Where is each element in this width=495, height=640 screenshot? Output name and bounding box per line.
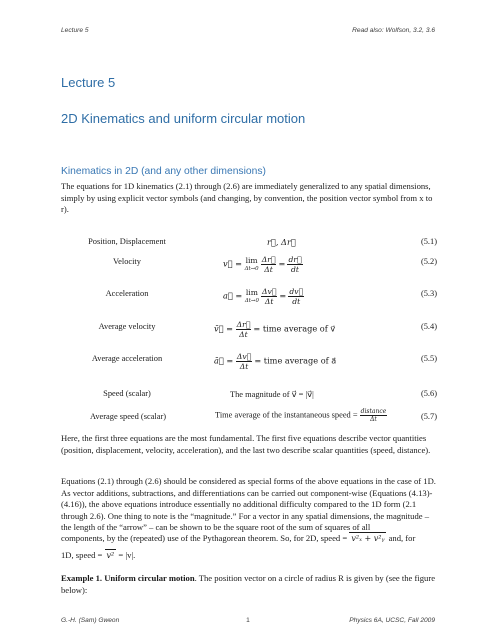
intro-paragraph: The equations for 1D kinematics (2.1) through (2.6) are immediately generalized to any spatial dimensions, simply by using explicit vector symbols (and changing, by convention, the position vector symbol from x to r). (61, 181, 433, 215)
numerator: Δr⃗ (236, 320, 251, 329)
footer-left: G.-H. (Sam) Gweon (61, 617, 120, 624)
equation-5-4 (61, 320, 437, 348)
footer-right: Physics 6A, UCSC, Fall 2009 (349, 617, 435, 624)
page-number: 1 (246, 617, 250, 624)
denominator: Δt (264, 265, 273, 274)
fraction (287, 255, 302, 274)
equation-rhs: = time average of v⃗ (253, 323, 336, 334)
equation-number: (5.2) (420, 257, 437, 266)
denominator: Δt (264, 297, 274, 306)
fraction (236, 352, 252, 371)
header-right: Read also: Wolfson, 3.2, 3.6 (352, 27, 435, 34)
equation-5-3 (61, 287, 437, 315)
denominator: Δt (239, 330, 248, 339)
equation-lhs: v̄⃗ = (214, 323, 236, 334)
fraction (288, 287, 304, 306)
equation-body: a⃗ = lim Δt→0 $\frac{\Delta v⃗}{\Delta t}$ = $\frac{dv⃗}{dt}$ (223, 287, 304, 306)
equation-expr: The magnitude of v⃗ = |v⃗| (230, 390, 314, 399)
equation-label: Acceleration (105, 289, 149, 298)
equation-number: (5.7) (420, 412, 437, 421)
equation-label: Velocity (113, 257, 141, 266)
equation-5-2 (61, 255, 437, 283)
equation-5-7 (61, 408, 437, 432)
limit-sub: Δt→0 (244, 265, 259, 272)
equation-expr: Time average of the instantaneous speed = (215, 410, 360, 420)
equation-number: (5.3) (420, 289, 437, 298)
equation-rhs: = time average of a⃗ (254, 355, 337, 366)
header-left: Lecture 5 (61, 27, 89, 34)
numerator: distance (360, 408, 387, 415)
fraction (261, 287, 277, 306)
denominator: Δt (370, 416, 377, 423)
sqrt-expression: v²ₓ + v²ᵧ (351, 534, 385, 543)
example-label: Example 1. (61, 573, 103, 583)
component-paragraph: Equations (2.1) through (2.6) should be considered as special forms of the above equations in the case of 1D. As vector additions, subtractions, and differentiations can be carried out component-wise (Equations (4.13)-(4.16)), the above equations introduce essentially no additional difficulty compared to the 1D form (2.1 through 2.6). One thing to note is the “magnitude.” For a vector in any spatial dimensions, the magnitude – the length of the “arrow” – can be shown to be the square root of the sum of squares of all (61, 476, 436, 533)
sqrt-expression: v² (106, 551, 115, 560)
equation-label: Speed (scalar) (103, 389, 151, 398)
equation-5-5 (61, 352, 437, 380)
text-span: components, by the (repeated) use of the Pythagorean theorem. So, for 2D, speed = (61, 533, 350, 543)
equation-lhs: ā⃗ = (214, 355, 236, 366)
limit-word: lim (245, 287, 258, 297)
equation-number: (5.1) (420, 237, 437, 246)
speed-1d-line (61, 549, 436, 562)
numerator: Δv⃗ (261, 287, 277, 296)
denominator: Δt (239, 362, 249, 371)
equation-number: (5.4) (420, 322, 437, 331)
equation-expr: r⃗, Δr⃗ (267, 237, 296, 247)
equation-lhs: v⃗ = (223, 258, 245, 269)
page-footer (61, 617, 435, 627)
fraction (360, 408, 388, 423)
lecture-heading: Lecture 5 (61, 75, 116, 90)
numerator: dr⃗ (288, 255, 302, 264)
equation-body (214, 352, 336, 371)
limit (245, 289, 259, 305)
limit (245, 257, 259, 273)
equation-number: (5.6) (420, 389, 437, 398)
example-paragraph (61, 573, 436, 596)
equation-label: Average velocity (98, 322, 156, 331)
equation-label: Average speed (scalar) (89, 412, 167, 421)
text-span: 1D, speed = (61, 550, 105, 560)
equation-body (215, 408, 387, 423)
summary-paragraph: Here, the first three equations are the most fundamental. The first five equations describe vector quantities (position, displacement, velocity, acceleration), and the last two describe scalar quantities (speed, distance). (61, 433, 431, 455)
limit-sub: Δt→0 (244, 297, 259, 304)
example-title: Uniform circular motion (104, 573, 195, 583)
page-header (61, 27, 435, 39)
page-title: 2D Kinematics and uniform circular motion (61, 111, 306, 126)
equation-body (214, 320, 335, 339)
example-text: . The position vector on a circle of radius R is given by (see the figure below): (61, 573, 436, 595)
text-span: and, for (386, 533, 416, 543)
numerator: dv⃗ (289, 287, 304, 296)
numerator: Δv⃗ (236, 352, 252, 361)
equation-lhs: a⃗ = (223, 290, 245, 301)
text-span: = |v|. (116, 550, 136, 560)
denominator: dt (291, 265, 299, 274)
denominator: dt (292, 297, 301, 306)
equation-label: Average acceleration (91, 354, 163, 363)
equation-body: v⃗ = lim Δt→0 $\frac{\Delta r⃗}{\Delta t}$ = $\frac{dr⃗}{dt}$ (223, 255, 302, 274)
fraction (236, 320, 252, 339)
section-heading: Kinematics in 2D (and any other dimensions) (61, 166, 266, 177)
speed-2d-line (61, 532, 436, 545)
equation-number: (5.5) (420, 354, 437, 363)
numerator: Δr⃗ (261, 255, 276, 264)
limit-word: lim (245, 255, 258, 265)
fraction (261, 255, 277, 274)
equation-label: Position, Displacement (88, 237, 166, 246)
